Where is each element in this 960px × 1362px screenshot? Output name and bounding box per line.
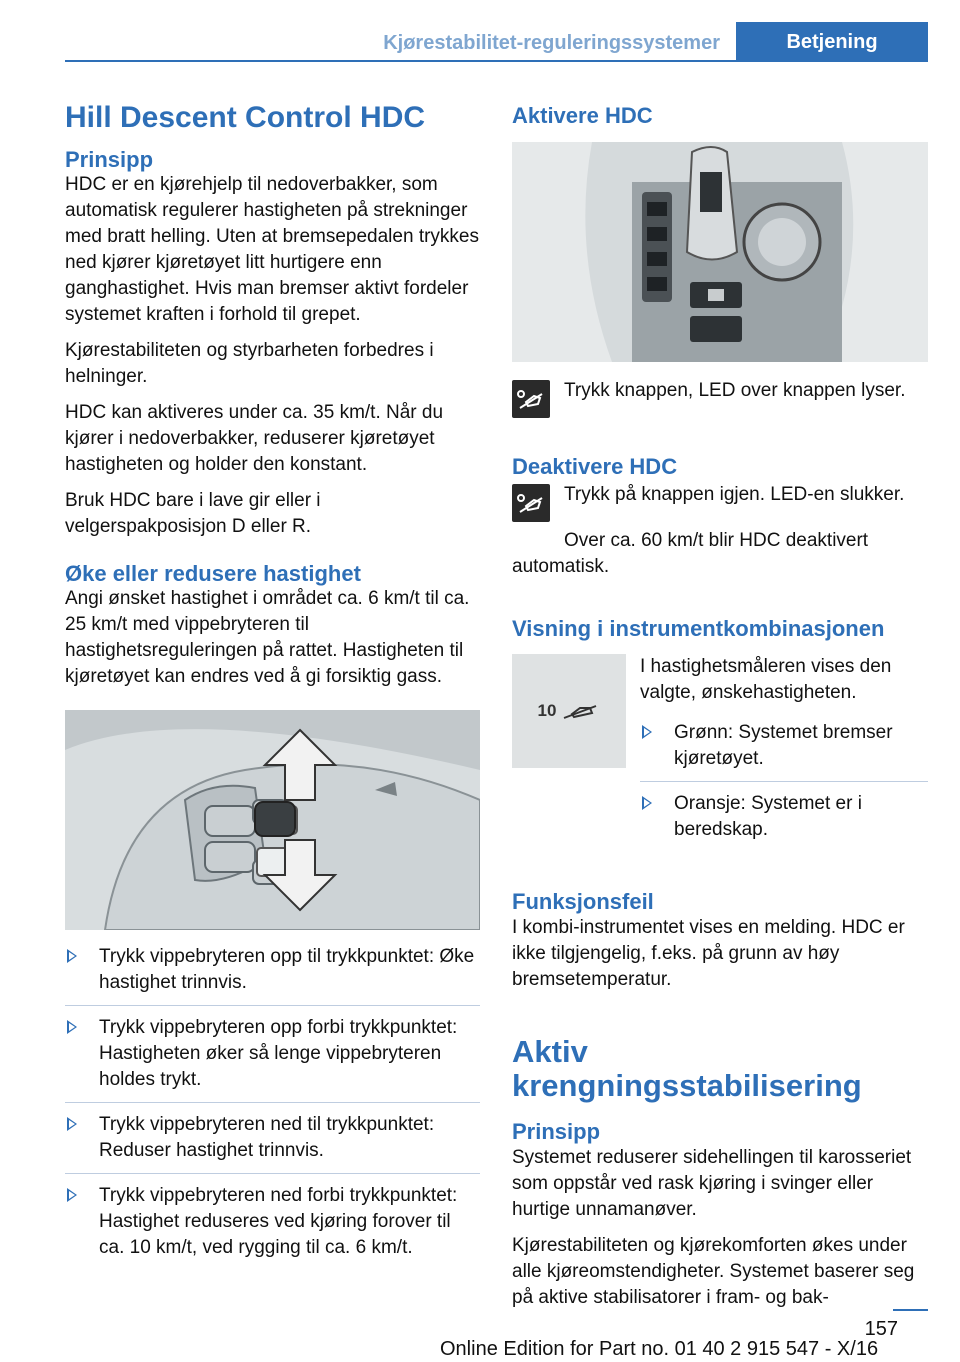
deactivate-text-2: Over ca. 60 km/t blir HDC deaktivert automatisk. bbox=[512, 530, 869, 577]
gear-selector-illustration bbox=[512, 142, 928, 362]
list-item: Trykk vippebryteren ned forbi trykkpunktet: Hastighet reduseres ved kjøring forover til ca. 10 km/t, ved rygging til ca. 6 km/t. bbox=[65, 1183, 480, 1270]
principle-paragraph-4: Bruk HDC bare i lave gir eller i velgerspakposisjon D eller R. bbox=[65, 490, 321, 537]
page-number: 157 bbox=[864, 1318, 898, 1340]
activate-text: Trykk knappen, LED over knappen lyser. bbox=[564, 380, 906, 401]
deactivate-row bbox=[512, 484, 928, 522]
principle-heading: Prinsipp bbox=[65, 147, 154, 172]
hdc-button-icon bbox=[512, 484, 550, 522]
triangle-bullet-icon bbox=[67, 949, 77, 963]
triangle-bullet-icon bbox=[67, 1117, 77, 1131]
speed-heading: Øke eller redusere hastighet bbox=[65, 561, 361, 586]
left-column bbox=[65, 100, 480, 1279]
activate-heading: Aktivere HDC bbox=[512, 103, 653, 128]
triangle-bullet-icon bbox=[67, 1188, 77, 1202]
page-title: Hill Descent Control HDC bbox=[65, 101, 426, 134]
steering-wheel-illustration bbox=[65, 710, 480, 930]
speedometer-display-image bbox=[512, 654, 626, 768]
aktiv-title: Aktiv krengningsstabilisering bbox=[512, 1034, 862, 1103]
fault-text: I kombi-instrumentet vises en melding. HDC er ikke tilgjengelig, f.eks. på grunn av høy bremsetemperatur. bbox=[512, 917, 905, 990]
steering-wheel-image bbox=[65, 710, 480, 930]
aktiv-principle-heading: Prinsipp bbox=[512, 1119, 601, 1144]
display-bullet-list bbox=[640, 720, 928, 852]
edition-footer: Online Edition for Part no. 01 40 2 915 547 - X/16 bbox=[440, 1338, 879, 1360]
principle-paragraph-3: HDC kan aktiveres under ca. 35 km/t. Når du kjører i nedoverbakker, reduserer kjøretøyet hastigheten og holder den konstant. bbox=[65, 402, 444, 475]
principle-paragraph-1: HDC er en kjørehjelp til nedoverbakker, som automatisk regulerer hastigheten på strekninger med bratt helling. Uten at bremsepedalen trykkes ned kjører kjøretøyet litt hurtigere enn ganghastighet. Hvis man bremser aktivt fordeler systemet kraften i forhold til grepet. bbox=[65, 174, 479, 325]
display-intro: I hastighetsmåleren vises den valgte, ønskehastigheten. bbox=[640, 656, 892, 703]
triangle-bullet-icon bbox=[642, 725, 652, 739]
right-column bbox=[512, 100, 928, 1311]
aktiv-paragraph-2: Kjørestabiliteten og kjørekomforten økes under alle kjøreomstendigheter. Systemet baserer seg på aktive stabilisatorer i fram- og bak- bbox=[512, 1235, 915, 1308]
aktiv-paragraph-1: Systemet reduserer sidehellingen til karosseriet som oppstår ved rask kjøring i svinger eller hurtige unnamanøver. bbox=[512, 1147, 912, 1220]
display-speed-value: 10 bbox=[537, 701, 557, 720]
principle-paragraph-2: Kjørestabiliteten og styrbarheten forbedres i helninger. bbox=[65, 340, 434, 387]
display-heading: Visning i instrumentkombinasjonen bbox=[512, 616, 885, 641]
gear-selector-image bbox=[512, 142, 928, 362]
list-item: Trykk vippebryteren opp forbi trykkpunktet: Hastigheten øker så lenge vippebryteren holdes trykt. bbox=[65, 1015, 480, 1103]
list-item: Trykk vippebryteren ned til trykkpunktet: Reduser hastighet trinnvis. bbox=[65, 1112, 480, 1174]
triangle-bullet-icon bbox=[642, 796, 652, 810]
list-item: Oransje: Systemet er i beredskap. bbox=[640, 791, 928, 852]
speed-bullet-list bbox=[65, 944, 480, 1270]
list-item: Trykk vippebryteren opp til trykkpunktet: Øke hastighet trinnvis. bbox=[65, 944, 480, 1006]
deactivate-text-1: Trykk på knappen igjen. LED-en slukker. bbox=[564, 484, 905, 505]
hdc-car-icon bbox=[560, 700, 600, 722]
list-item: Grønn: Systemet bremser kjøretøyet. bbox=[640, 720, 928, 782]
speed-paragraph: Angi ønsket hastighet i området ca. 6 km/t til ca. 25 km/t med vippebryteren til hastighetsreguleringen på rattet. Hastigheten til kjøretøyet kan endres ved å gi forsiktig gass. bbox=[65, 588, 470, 687]
deactivate-heading: Deaktivere HDC bbox=[512, 454, 678, 479]
hdc-button-icon bbox=[512, 380, 550, 418]
display-section bbox=[512, 654, 928, 861]
fault-heading: Funksjonsfeil bbox=[512, 889, 654, 914]
page-number-rule bbox=[893, 1309, 928, 1311]
triangle-bullet-icon bbox=[67, 1020, 77, 1034]
header-tab[interactable]: Betjening bbox=[736, 22, 928, 62]
header-section-title: Kjørestabilitet-reguleringssystemer bbox=[383, 32, 720, 54]
activate-row bbox=[512, 380, 928, 418]
